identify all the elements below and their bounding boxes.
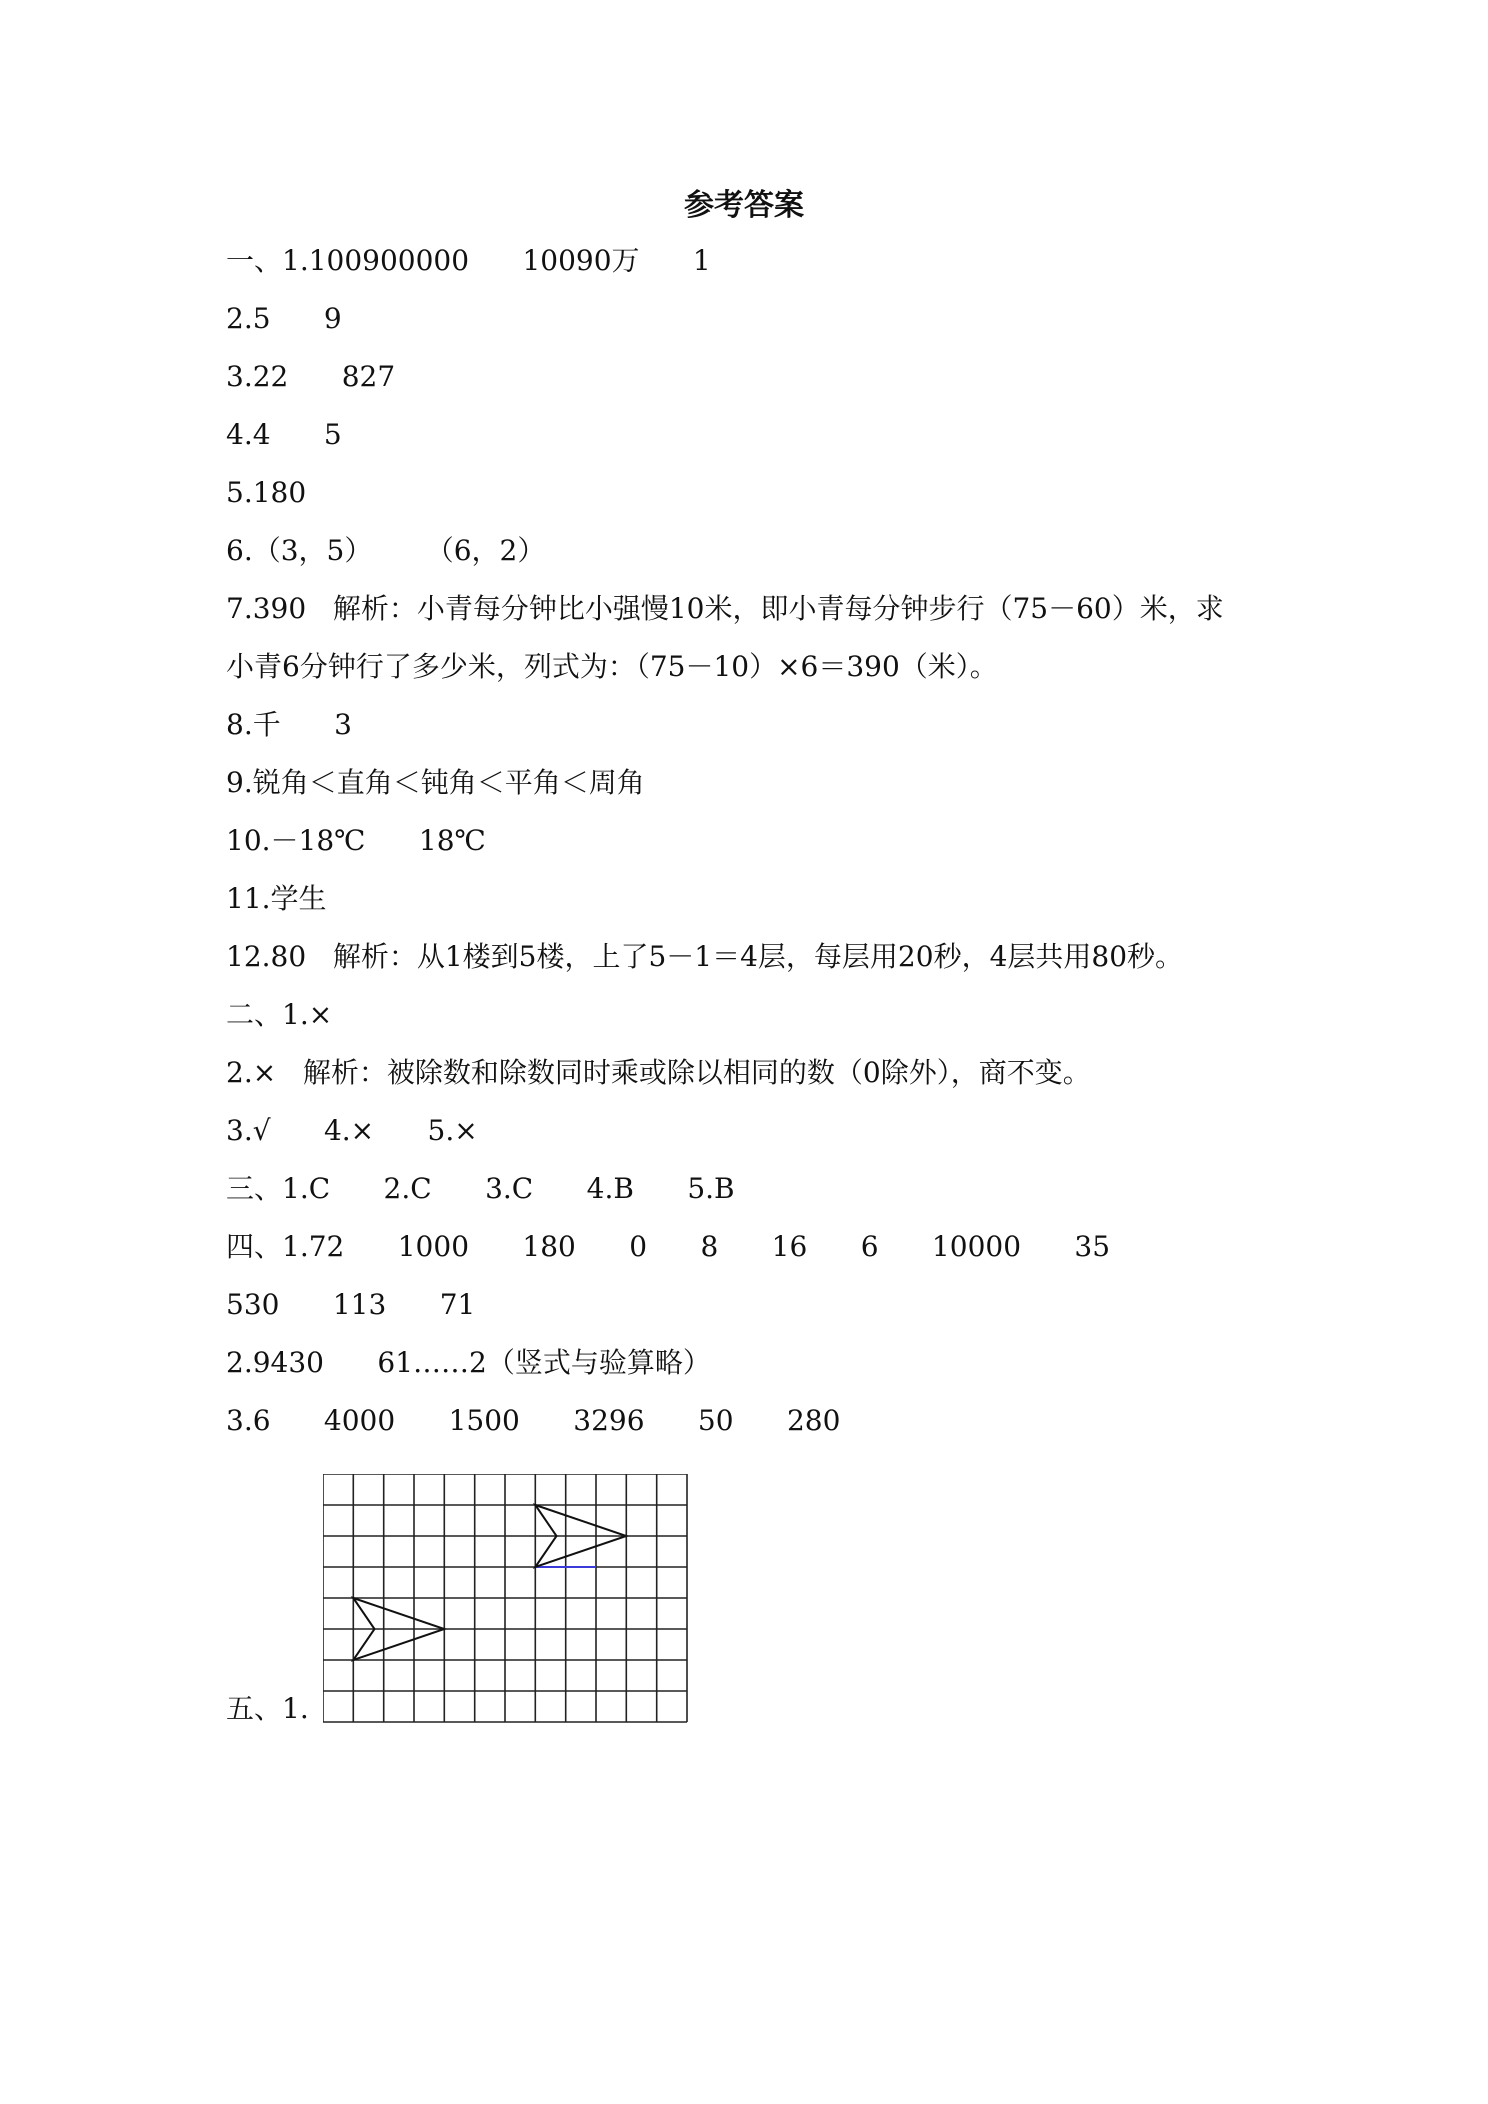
- answer-line: 三、1.C 2.C 3.C 4.B 5.B: [226, 1172, 735, 1205]
- answer-line: 五、1.: [226, 1692, 309, 1725]
- answer-line: 2.× 解析：被除数和除数同时乘或除以相同的数（0除外），商不变。: [226, 1056, 1091, 1089]
- answer-line: 2.9430 61……2（竖式与验算略）: [226, 1346, 711, 1379]
- answer-line: 一、1.100900000 10090万 1: [226, 244, 711, 277]
- answer-line: 四、1.72 1000 180 0 8 16 6 10000 35: [226, 1230, 1111, 1263]
- translation-grid-figure: [323, 1474, 691, 1729]
- answer-line: 6.（3，5） （6，2）: [226, 534, 546, 567]
- answer-line: 2.5 9: [226, 302, 342, 335]
- answer-line: 3.22 827: [226, 360, 396, 393]
- answer-line: 3.√ 4.× 5.×: [226, 1114, 478, 1147]
- answer-line: 8.千 3: [226, 708, 352, 741]
- answer-line: 10.－18℃ 18℃: [226, 824, 486, 857]
- answer-line: 530 113 71: [226, 1288, 476, 1321]
- answer-line: 小青6分钟行了多少米，列式为：（75－10）×6＝390（米）。: [226, 650, 998, 683]
- answer-line: 5.180: [226, 476, 307, 509]
- answer-line: 11.学生: [226, 882, 327, 915]
- grid-lines: [323, 1474, 687, 1722]
- answer-line: 12.80 解析：从1楼到5楼，上了5－1＝4层，每层用20秒，4层共用80秒。: [226, 940, 1184, 973]
- answer-line: 二、1.×: [226, 998, 333, 1031]
- answer-line: 4.4 5: [226, 418, 342, 451]
- answer-line: 9.锐角＜直角＜钝角＜平角＜周角: [226, 766, 645, 799]
- page-title: 参考答案: [684, 188, 804, 223]
- answer-line: 7.390 解析：小青每分钟比小强慢10米，即小青每分钟步行（75－60）米，求: [226, 592, 1224, 625]
- answer-line: 3.6 4000 1500 3296 50 280: [226, 1404, 841, 1437]
